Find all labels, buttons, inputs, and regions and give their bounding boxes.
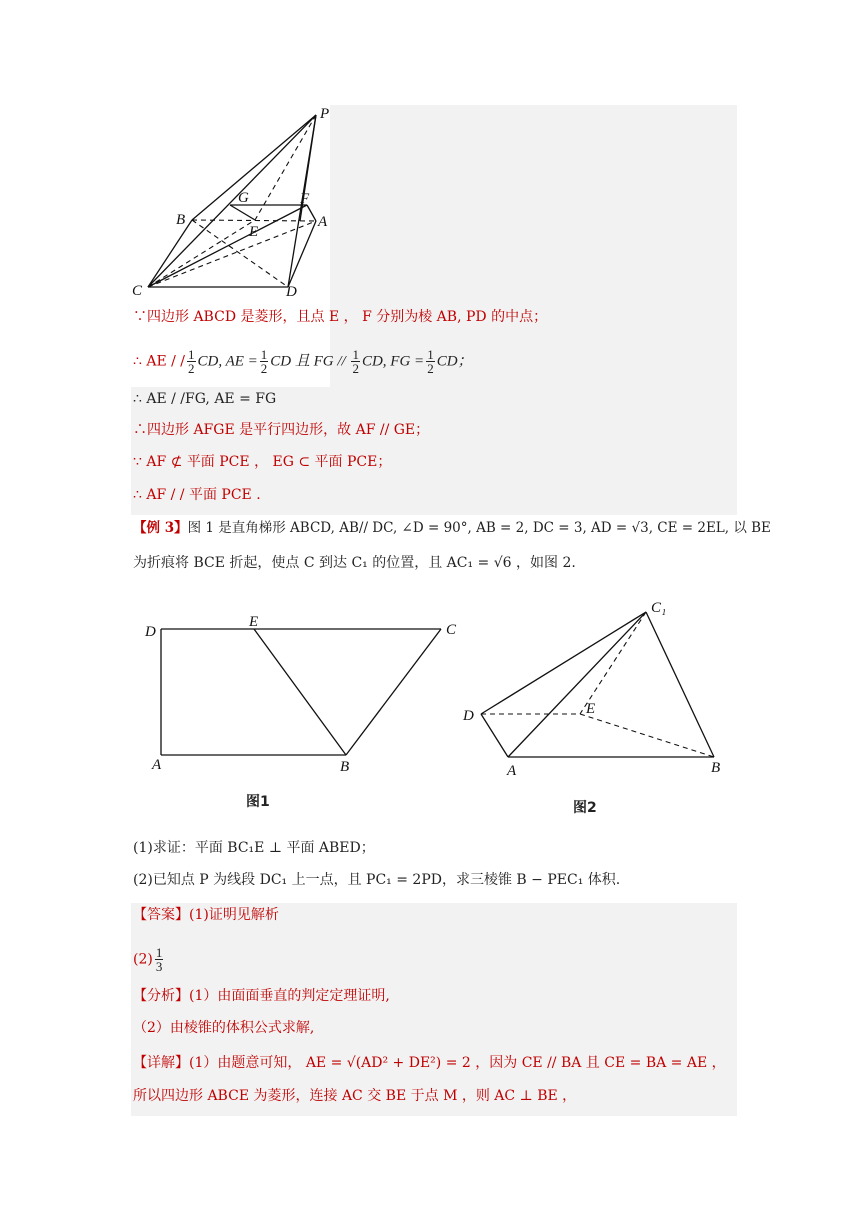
solution-line-1: ∵四边形 ABCD 是菱形，且点 E ， F 分别为棱 AB, PD 的中点； — [133, 309, 548, 325]
answer-fraction: $\frac{1}{3}$ — [155, 945, 163, 974]
fig1-label-B: B — [340, 759, 350, 775]
fig1-label-D: D — [145, 624, 156, 640]
answer-tag: 【答案】 — [133, 907, 189, 923]
fraction-half: $\frac{1}{2}$ — [188, 347, 195, 376]
fig2-label-A: A — [507, 763, 517, 779]
fig2-label-B: B — [711, 760, 721, 776]
figure-2-caption: 图2 — [573, 800, 597, 816]
example-3-line-2: 为折痕将 BCE 折起，使点 C 到达 C₁ 的位置，且 AC₁ = √6 ，如图 2. — [133, 555, 576, 571]
label-F: F — [300, 191, 310, 207]
fraction-half: $\frac{1}{2}$ — [260, 347, 268, 376]
solution-line-3: ∴ AE / /FG, AE = FG — [133, 391, 277, 407]
analysis-text-1: (1）由面面垂直的判定定理证明, — [189, 988, 390, 1004]
example-statement-1: 图 1 是直角梯形 ABCD, AB// DC, ∠D = 90°, AB = 2, DC = 3, AD = √3, CE = 2EL, 以 BE — [187, 520, 771, 536]
fig2-label-C1: C₁ — [651, 600, 667, 616]
question-2: (2)已知点 P 为线段 DC₁ 上一点，且 PC₁ = 2PD，求三棱锥 B − PEC₁ 体积. — [133, 872, 621, 888]
fraction-half: $\frac{1}{2}$ — [352, 347, 359, 376]
solution-line-6: ∴ AF / / 平面 PCE . — [133, 487, 261, 503]
fig1-label-E: E — [249, 614, 259, 630]
answer-line-2 — [133, 946, 165, 973]
fig2-label-E: E — [586, 701, 596, 717]
analysis-tag: 【分析】 — [133, 988, 189, 1004]
detail-line-2: 所以四边形 ABCE 为菱形，连接 AC 交 BE 于点 M ，则 AC ⊥ BE ， — [133, 1088, 577, 1104]
solution-line-2-part-c: CD 且 FG // — [270, 353, 350, 370]
fig1-label-A: A — [152, 757, 162, 773]
label-D: D — [286, 284, 297, 300]
answer-part-2-prefix: (2) — [133, 951, 153, 968]
solution-line-2-part-b: CD, AE = — [197, 353, 258, 370]
label-B: B — [176, 212, 186, 228]
detail-text-1: (1）由题意可知， AE = √(AD² + DE²) = 2 ，因为 CE // BA 且 CE = BA = AE ， — [189, 1055, 726, 1071]
label-C: C — [132, 283, 143, 299]
analysis-line-1 — [133, 986, 390, 1006]
fig2-label-D: D — [463, 708, 474, 724]
label-E: E — [249, 224, 259, 240]
label-G: G — [238, 190, 249, 206]
fraction-half: $\frac{1}{2}$ — [427, 347, 434, 376]
solution-line-2-part-a: ∴ AE / / — [133, 353, 186, 370]
fig1-label-C: C — [446, 622, 457, 638]
detail-line-1 — [133, 1053, 726, 1073]
answer-line-1 — [133, 905, 279, 925]
label-A: A — [318, 214, 328, 230]
figure-1-caption: 图1 — [246, 794, 270, 810]
solution-line-5: ∵ AF ⊄ 平面 PCE ， EG ⊂ 平面 PCE； — [133, 454, 392, 470]
detail-tag: 【详解】 — [133, 1055, 189, 1071]
label-P: P — [320, 106, 330, 122]
solution-line-2-part-e: CD； — [436, 353, 473, 370]
example-tag: 【例 3】 — [133, 520, 188, 536]
question-1: (1)求证：平面 BC₁E ⊥ 平面 ABED； — [133, 840, 375, 856]
solution-line-4: ∴四边形 AFGE 是平行四边形，故 AF // GE； — [133, 422, 430, 438]
analysis-line-2: （2）由棱锥的体积公式求解, — [133, 1020, 315, 1036]
answer-part-1: (1)证明见解析 — [189, 907, 279, 923]
solution-line-2-part-d: CD, FG = — [361, 353, 425, 370]
